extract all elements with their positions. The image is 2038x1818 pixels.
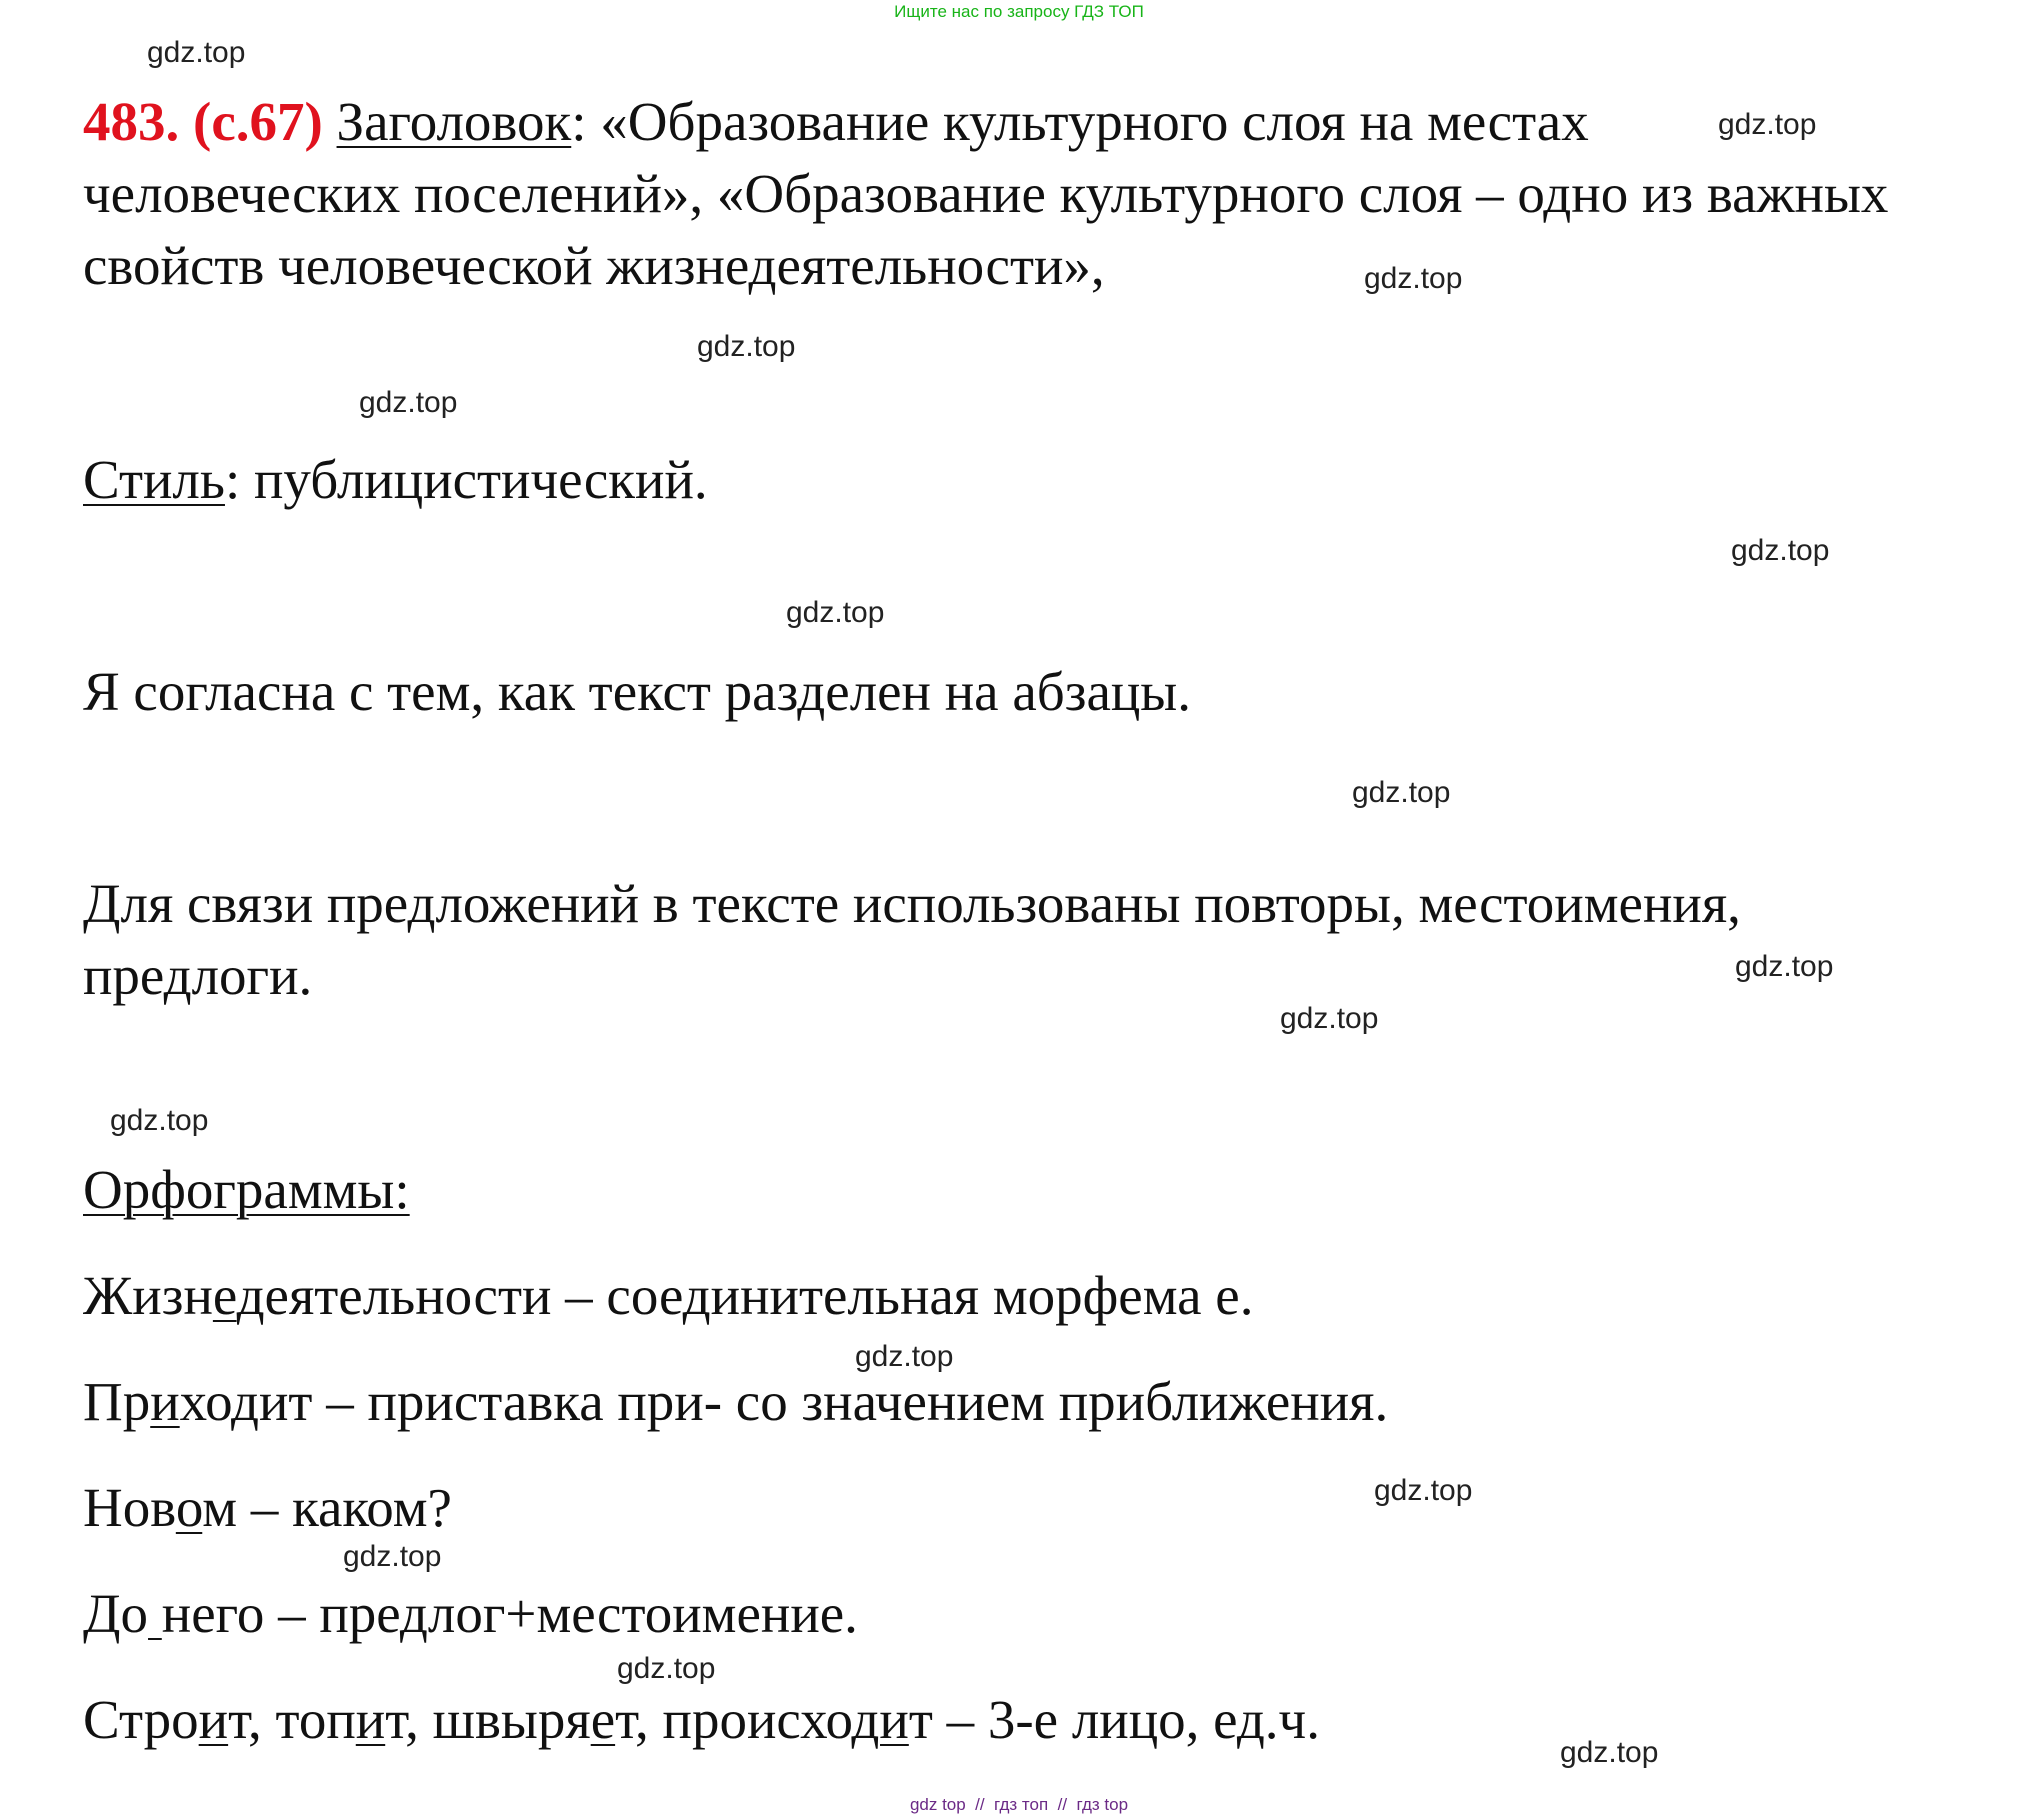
watermark: gdz.top <box>1731 534 1830 567</box>
style-line <box>83 444 708 516</box>
watermark: gdz.top <box>147 36 246 69</box>
orthogram-text: т, происхо <box>615 1689 852 1750</box>
watermark: gdz.top <box>1560 1736 1659 1769</box>
heading-line-1 <box>83 86 1589 158</box>
watermark: gdz.top <box>617 1652 716 1685</box>
orthogram-5 <box>83 1684 1320 1756</box>
style-label: Стиль <box>83 449 225 510</box>
links-line-2: предлоги. <box>83 945 313 1006</box>
watermark: gdz.top <box>1735 950 1834 983</box>
heading-line-3: свойств человеческой жизнедеятельности», <box>83 235 1105 296</box>
orthogram-text: Стро <box>83 1689 199 1750</box>
orthograms-heading-text: Орфограммы: <box>83 1159 410 1220</box>
orthogram-mark: ди <box>851 1689 909 1750</box>
watermark: gdz.top <box>359 386 458 419</box>
heading-text-1: : «Образование культурного слоя на местах <box>571 91 1589 152</box>
orthogram-text: Нов <box>83 1477 176 1538</box>
links-line-1: Для связи предложений в тексте использованы повторы, местоимения, <box>83 873 1741 934</box>
watermark: gdz.top <box>855 1340 954 1373</box>
orthogram-3 <box>83 1472 452 1544</box>
watermark: gdz.top <box>1280 1002 1379 1035</box>
paragraph-line: Я согласна с тем, как текст разделен на абзацы. <box>83 661 1192 722</box>
orthogram-mark: и <box>355 1689 386 1750</box>
orthogram-text: Пр <box>83 1371 151 1432</box>
watermark: gdz.top <box>1364 262 1463 295</box>
orthogram-text: Жизн <box>83 1265 213 1326</box>
orthogram-text: ходит – приставка при- со значением приближения. <box>179 1371 1389 1432</box>
watermark: gdz.top <box>110 1104 209 1137</box>
watermark: gdz.top <box>697 330 796 363</box>
heading-line-2: человеческих поселений», «Образование культурного слоя – одно из важных <box>83 163 1889 224</box>
orthogram-mark: о <box>175 1477 203 1538</box>
orthogram-2 <box>83 1366 1388 1438</box>
orthogram-mark: и <box>198 1689 229 1750</box>
orthogram-mark: е <box>212 1265 237 1326</box>
orthogram-mark: е <box>590 1689 616 1750</box>
orthogram-mark: и <box>150 1371 180 1432</box>
style-text: : публицистический. <box>224 449 708 510</box>
watermark: gdz.top <box>1374 1474 1473 1507</box>
watermark: gdz.top <box>1718 108 1817 141</box>
orthogram-mark <box>148 1583 162 1644</box>
orthogram-4 <box>83 1578 858 1650</box>
watermark: gdz.top <box>1352 776 1451 809</box>
exercise-number: 483. (с.67) <box>83 91 323 152</box>
watermark: gdz.top <box>786 596 885 629</box>
orthogram-text: т, швыря <box>385 1689 591 1750</box>
watermark: gdz.top <box>343 1540 442 1573</box>
orthogram-text: т – 3-е лицо, ед.ч. <box>908 1689 1320 1750</box>
orthogram-text: До <box>83 1583 149 1644</box>
orthogram-1 <box>83 1260 1253 1332</box>
orthogram-text: м – каком? <box>202 1477 452 1538</box>
orthogram-text: т, топ <box>228 1689 356 1750</box>
heading-label: Заголовок <box>336 91 572 152</box>
orthogram-text: него – предлог+местоимение. <box>161 1583 858 1644</box>
orthograms-heading <box>83 1154 410 1226</box>
top-banner: Ищите нас по запросу ГДЗ ТОП <box>894 2 1144 21</box>
orthogram-text: деятельности – соединительная морфема е. <box>236 1265 1254 1326</box>
footer-links: gdz top // гдз топ // гдз top <box>909 1795 1129 1814</box>
